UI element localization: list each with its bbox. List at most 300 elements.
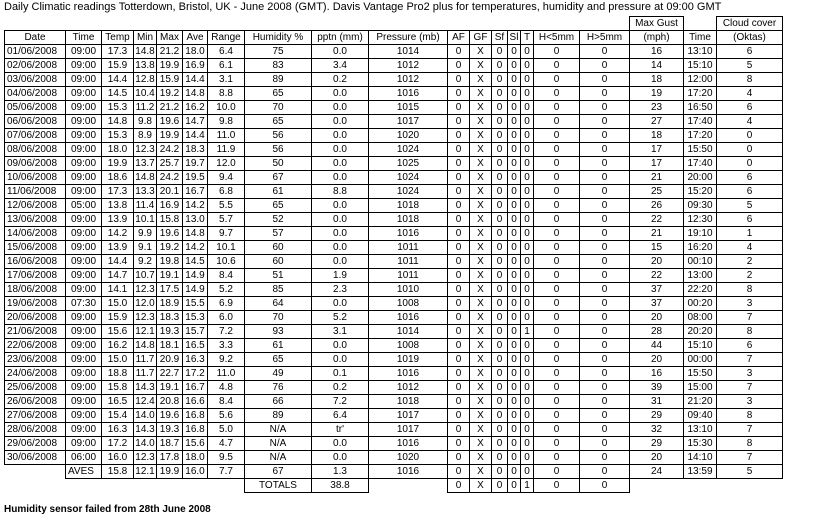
- table-cell: 0: [521, 185, 534, 199]
- table-cell: X: [470, 255, 492, 269]
- table-cell: 8.9: [134, 129, 157, 143]
- table-row: [5, 269, 783, 283]
- header-spacer: [134, 17, 157, 31]
- table-cell: 14.3: [135, 381, 155, 393]
- table-cell: 22: [630, 213, 684, 227]
- table-cell: 3: [717, 297, 783, 311]
- table-cell: 8: [717, 283, 783, 297]
- table-cell: 09:00: [66, 409, 102, 423]
- header-spacer: [66, 17, 102, 31]
- table-row: [5, 241, 783, 255]
- table-cell: 9.7: [208, 227, 245, 241]
- table-cell: 1014: [369, 325, 448, 339]
- table-row: [5, 339, 783, 353]
- table-cell: 13.8: [102, 199, 134, 213]
- table-cell: 29: [630, 437, 684, 451]
- table-row: [5, 283, 783, 297]
- table-cell: X: [470, 283, 492, 297]
- table-cell: 1017: [369, 423, 448, 437]
- table-cell: 0.0: [312, 241, 369, 255]
- date-cell: 12/06/2008: [5, 199, 66, 213]
- table-cell: 0: [534, 437, 580, 451]
- table-cell: 09:00: [66, 423, 102, 437]
- table-cell: 0: [492, 115, 508, 129]
- table-cell: X: [470, 115, 492, 129]
- table-cell: 14.8: [135, 171, 155, 183]
- table-cell: 0.2: [312, 381, 369, 395]
- table-cell: 16.5: [183, 339, 208, 353]
- table-cell: 0: [508, 311, 521, 325]
- table-cell: 15.9: [102, 59, 134, 73]
- table-cell: 11.9: [208, 143, 245, 157]
- table-cell: 11.2: [134, 101, 157, 115]
- table-cell: 0: [448, 227, 470, 241]
- table-cell: 09:00: [66, 59, 102, 73]
- table-cell: 15:00: [684, 381, 717, 395]
- table-cell: 17:20: [684, 129, 717, 143]
- table-cell: 0: [534, 157, 580, 171]
- table-cell: 00:00: [684, 353, 717, 367]
- table-cell: 19.3: [157, 423, 183, 437]
- table-cell: 1024: [369, 143, 448, 157]
- table-cell: 14.4: [183, 129, 208, 143]
- table-cell: 0: [580, 199, 630, 213]
- table-cell: 0: [492, 269, 508, 283]
- table-cell: 4.7: [208, 437, 245, 451]
- total-cell: X: [470, 479, 492, 493]
- table-cell: 0: [534, 325, 580, 339]
- date-cell: 19/06/2008: [5, 297, 66, 311]
- table-cell: 14.7: [102, 269, 134, 283]
- table-cell: 0: [580, 171, 630, 185]
- average-cell: 0: [492, 465, 508, 479]
- table-row: [5, 129, 783, 143]
- table-cell: 93: [245, 325, 312, 339]
- table-cell: 0: [534, 143, 580, 157]
- table-cell: 85: [245, 283, 312, 297]
- table-cell: 1024: [369, 171, 448, 185]
- table-cell: X: [470, 423, 492, 437]
- table-row: [5, 451, 783, 465]
- table-cell: X: [470, 395, 492, 409]
- date-cell: 10/06/2008: [5, 171, 66, 185]
- table-cell: 15.3: [102, 129, 134, 143]
- table-cell: 18: [630, 129, 684, 143]
- table-cell: 0: [580, 59, 630, 73]
- table-cell: 0: [521, 381, 534, 395]
- table-cell: 27: [630, 115, 684, 129]
- table-cell: 0.0: [312, 129, 369, 143]
- table-cell: 0: [521, 283, 534, 297]
- table-cell: 0: [521, 73, 534, 87]
- table-cell: 0: [492, 157, 508, 171]
- table-cell: 0: [580, 395, 630, 409]
- table-cell: 06:00: [66, 451, 102, 465]
- table-row: [5, 171, 783, 185]
- header-spacer: [534, 17, 580, 31]
- table-cell: 0: [508, 423, 521, 437]
- table-cell: 15.6: [102, 325, 134, 339]
- table-cell: 0: [717, 143, 783, 157]
- table-cell: 0: [521, 409, 534, 423]
- table-cell: 0: [492, 101, 508, 115]
- table-cell: 14.7: [183, 115, 208, 129]
- table-cell: 20: [630, 255, 684, 269]
- table-cell: X: [470, 325, 492, 339]
- table-cell: 14.4: [102, 255, 134, 269]
- table-cell: 16.8: [183, 423, 208, 437]
- table-cell: 22.7: [157, 367, 183, 381]
- table-cell: 1012: [369, 381, 448, 395]
- table-cell: 9.5: [208, 451, 245, 465]
- table-cell: N/A: [245, 451, 312, 465]
- table-cell: tr': [312, 423, 369, 437]
- table-cell: 12.3: [135, 283, 155, 295]
- table-cell: 18.0: [183, 45, 208, 59]
- table-cell: 0: [580, 297, 630, 311]
- table-cell: 16.8: [183, 409, 208, 423]
- table-cell: 14.9: [183, 269, 208, 283]
- totals-spacer: [630, 479, 783, 493]
- table-cell: 0: [508, 269, 521, 283]
- table-cell: 65: [245, 199, 312, 213]
- table-cell: 4: [717, 241, 783, 255]
- table-cell: 18: [630, 73, 684, 87]
- table-cell: 0: [534, 255, 580, 269]
- table-cell: 9.8: [208, 115, 245, 129]
- table-cell: X: [470, 199, 492, 213]
- average-cell: 5: [717, 465, 783, 479]
- table-cell: 0: [448, 73, 470, 87]
- table-cell: 20.8: [157, 395, 183, 409]
- table-row: [5, 157, 783, 171]
- table-cell: 20: [630, 451, 684, 465]
- table-cell: 50: [245, 157, 312, 171]
- table-cell: 0: [492, 325, 508, 339]
- table-cell: 20.1: [157, 185, 183, 199]
- table-cell: 0: [508, 171, 521, 185]
- table-cell: 0.0: [312, 437, 369, 451]
- table-cell: 19.8: [157, 255, 183, 269]
- table-cell: 20:00: [684, 171, 717, 185]
- table-cell: 0.0: [312, 45, 369, 59]
- table-cell: 0: [521, 59, 534, 73]
- table-cell: 31: [630, 395, 684, 409]
- table-cell: 18.6: [102, 171, 134, 185]
- table-row: [5, 59, 783, 73]
- table-cell: 09:00: [66, 255, 102, 269]
- table-cell: 18.9: [157, 297, 183, 311]
- table-cell: 0: [580, 353, 630, 367]
- table-cell: 0: [521, 45, 534, 59]
- table-cell: 1020: [369, 451, 448, 465]
- table-cell: 60: [245, 255, 312, 269]
- table-cell: 17.2: [183, 367, 208, 381]
- table-cell: 0: [448, 129, 470, 143]
- table-cell: 8.4: [208, 395, 245, 409]
- table-cell: 16.3: [183, 353, 208, 367]
- table-cell: 16:50: [684, 101, 717, 115]
- table-cell: 0: [580, 185, 630, 199]
- table-cell: 17: [630, 157, 684, 171]
- table-cell: 6.0: [208, 311, 245, 325]
- date-cell: 13/06/2008: [5, 213, 66, 227]
- table-cell: 8: [717, 409, 783, 423]
- table-cell: 0: [448, 353, 470, 367]
- table-cell: 09:00: [66, 213, 102, 227]
- table-cell: 0: [580, 283, 630, 297]
- header-spacer: [245, 17, 312, 31]
- table-cell: 0: [534, 227, 580, 241]
- table-cell: 0: [521, 339, 534, 353]
- date-cell: 20/06/2008: [5, 311, 66, 325]
- table-cell: 5.5: [208, 199, 245, 213]
- table-cell: 8.8: [208, 87, 245, 101]
- table-cell: 0: [448, 101, 470, 115]
- table-cell: 0: [580, 381, 630, 395]
- table-cell: 23: [630, 101, 684, 115]
- header-spacer: [470, 17, 492, 31]
- table-cell: 22: [630, 269, 684, 283]
- table-cell: 18.7: [157, 437, 183, 451]
- totals-label: TOTALS: [245, 479, 312, 493]
- table-cell: 14.5: [102, 87, 134, 101]
- date-cell: 21/06/2008: [5, 325, 66, 339]
- table-cell: 1019: [369, 353, 448, 367]
- table-cell: 0: [580, 255, 630, 269]
- table-cell: 65: [245, 87, 312, 101]
- table-cell: 14.3: [135, 423, 155, 435]
- table-cell: 0: [492, 199, 508, 213]
- cloud-cover-header-top: Cloud cover: [717, 17, 783, 31]
- table-cell: 1011: [369, 269, 448, 283]
- table-cell: 15.8: [157, 213, 183, 227]
- table-cell: 1016: [369, 87, 448, 101]
- table-cell: 0: [448, 213, 470, 227]
- table-cell: 10.1: [208, 241, 245, 255]
- average-cell: 19.9: [157, 465, 183, 479]
- table-cell: 0.0: [312, 101, 369, 115]
- table-cell: 17: [630, 143, 684, 157]
- table-cell: 17.3: [102, 185, 134, 199]
- table-cell: 0: [492, 227, 508, 241]
- table-cell: 0: [508, 87, 521, 101]
- table-cell: 0: [521, 423, 534, 437]
- table-cell: 0: [534, 241, 580, 255]
- table-row: [5, 311, 783, 325]
- table-cell: 0: [580, 115, 630, 129]
- table-cell: 22:20: [684, 283, 717, 297]
- table-cell: 18.3: [157, 311, 183, 325]
- totals-pptn: 38.8: [312, 479, 369, 493]
- table-cell: 0: [508, 283, 521, 297]
- column-header: T: [521, 31, 534, 45]
- table-row: [5, 255, 783, 269]
- table-cell: 10.4: [135, 87, 155, 99]
- table-cell: 14.4: [102, 73, 134, 87]
- table-cell: 21.2: [157, 101, 183, 115]
- table-cell: 19.7: [183, 157, 208, 171]
- table-cell: 10.0: [208, 101, 245, 115]
- footnote: Humidity sensor failed from 28th June 2008: [4, 504, 211, 515]
- table-cell: 0: [448, 199, 470, 213]
- table-cell: 4.8: [208, 381, 245, 395]
- column-header: GF: [470, 31, 492, 45]
- table-cell: 56: [245, 129, 312, 143]
- table-cell: 17:20: [684, 87, 717, 101]
- table-cell: 09:00: [66, 437, 102, 451]
- table-cell: 0: [521, 311, 534, 325]
- table-row: [5, 73, 783, 87]
- table-cell: X: [470, 437, 492, 451]
- date-cell: 05/06/2008: [5, 101, 66, 115]
- table-cell: 19:10: [684, 227, 717, 241]
- table-cell: 1017: [369, 409, 448, 423]
- table-cell: 0: [448, 59, 470, 73]
- table-cell: 1025: [369, 157, 448, 171]
- date-cell: 23/06/2008: [5, 353, 66, 367]
- table-cell: 09:00: [66, 339, 102, 353]
- table-row: [5, 325, 783, 339]
- table-cell: 9.2: [208, 353, 245, 367]
- table-cell: 29: [630, 409, 684, 423]
- table-cell: 0: [534, 87, 580, 101]
- table-cell: 0: [534, 353, 580, 367]
- table-cell: 14.1: [102, 283, 134, 297]
- table-cell: 14.9: [183, 283, 208, 297]
- table-cell: 0.0: [312, 87, 369, 101]
- table-cell: X: [470, 73, 492, 87]
- table-cell: 0: [521, 227, 534, 241]
- table-cell: 09:00: [66, 129, 102, 143]
- table-cell: 05:00: [66, 199, 102, 213]
- date-cell: 11/06/2008: [5, 185, 66, 199]
- table-cell: 0: [534, 115, 580, 129]
- date-cell: 27/06/2008: [5, 409, 66, 423]
- table-cell: 0: [580, 437, 630, 451]
- column-header: Ave: [183, 31, 208, 45]
- table-cell: 15: [630, 241, 684, 255]
- table-cell: 0: [521, 241, 534, 255]
- table-cell: 0: [448, 381, 470, 395]
- table-cell: 0: [580, 325, 630, 339]
- table-cell: 17.8: [157, 451, 183, 465]
- climate-table: [4, 16, 783, 493]
- table-cell: 0: [508, 451, 521, 465]
- column-header: pptn (mm): [312, 31, 369, 45]
- table-cell: X: [470, 171, 492, 185]
- table-cell: 0: [508, 437, 521, 451]
- table-cell: 14: [630, 59, 684, 73]
- table-cell: 0: [448, 437, 470, 451]
- table-cell: 2.3: [312, 283, 369, 297]
- table-cell: 12.8: [135, 73, 155, 85]
- table-cell: 12.3: [135, 311, 155, 323]
- table-cell: 56: [245, 143, 312, 157]
- table-cell: 5.2: [208, 283, 245, 297]
- table-cell: 14.5: [183, 255, 208, 269]
- total-cell: 0: [508, 479, 521, 493]
- table-row: [5, 87, 783, 101]
- table-cell: 0: [492, 171, 508, 185]
- table-cell: 0: [717, 129, 783, 143]
- table-cell: 13:10: [684, 45, 717, 59]
- table-body: [5, 17, 783, 493]
- table-cell: 0: [580, 73, 630, 87]
- column-header: H<5mm: [534, 31, 580, 45]
- table-row: [5, 227, 783, 241]
- table-cell: 6.4: [312, 409, 369, 423]
- table-cell: 09:00: [66, 395, 102, 409]
- date-cell: 28/06/2008: [5, 423, 66, 437]
- table-cell: 13.0: [183, 213, 208, 227]
- table-cell: 0: [508, 409, 521, 423]
- table-cell: 15.9: [157, 73, 183, 87]
- table-cell: 0: [580, 367, 630, 381]
- table-cell: 16:20: [684, 241, 717, 255]
- table-row: [5, 297, 783, 311]
- table-cell: 09:00: [66, 227, 102, 241]
- average-cell: 13:59: [684, 465, 717, 479]
- date-cell: 24/06/2008: [5, 367, 66, 381]
- table-row: [5, 101, 783, 115]
- table-cell: 11.7: [134, 367, 157, 381]
- average-cell: 1016: [369, 465, 448, 479]
- table-cell: 20.9: [157, 353, 183, 367]
- table-cell: X: [470, 241, 492, 255]
- table-cell: 61: [245, 339, 312, 353]
- table-cell: 09:00: [66, 241, 102, 255]
- table-cell: 39: [630, 381, 684, 395]
- table-cell: 0: [508, 157, 521, 171]
- table-cell: 5.7: [208, 213, 245, 227]
- header-spacer: [448, 17, 470, 31]
- date-cell: 15/06/2008: [5, 241, 66, 255]
- table-cell: 1008: [369, 339, 448, 353]
- table-cell: 21: [630, 227, 684, 241]
- table-cell: 19.6: [157, 409, 183, 423]
- table-cell: 0: [508, 199, 521, 213]
- table-cell: 14:10: [684, 451, 717, 465]
- table-cell: 24.2: [157, 143, 183, 157]
- header-spacer: [580, 17, 630, 31]
- table-cell: 0: [492, 213, 508, 227]
- table-cell: 7: [717, 353, 783, 367]
- table-cell: 15:50: [684, 367, 717, 381]
- table-cell: 1020: [369, 129, 448, 143]
- table-cell: 0: [534, 213, 580, 227]
- table-cell: 0: [448, 325, 470, 339]
- table-cell: 0: [492, 87, 508, 101]
- table-cell: 11.0: [208, 129, 245, 143]
- table-cell: 1017: [369, 115, 448, 129]
- table-cell: 14.0: [135, 409, 155, 421]
- table-cell: 0: [534, 269, 580, 283]
- table-cell: 09:00: [66, 311, 102, 325]
- table-cell: 5.0: [208, 423, 245, 437]
- table-cell: 0: [534, 283, 580, 297]
- table-cell: 3.4: [312, 59, 369, 73]
- table-cell: 6: [717, 213, 783, 227]
- table-cell: 18.3: [183, 143, 208, 157]
- table-cell: 09:00: [66, 101, 102, 115]
- table-cell: 0.0: [312, 157, 369, 171]
- table-row: [5, 437, 783, 451]
- table-cell: 1016: [369, 311, 448, 325]
- table-cell: 0: [508, 353, 521, 367]
- table-cell: 0.0: [312, 171, 369, 185]
- table-cell: 0: [580, 311, 630, 325]
